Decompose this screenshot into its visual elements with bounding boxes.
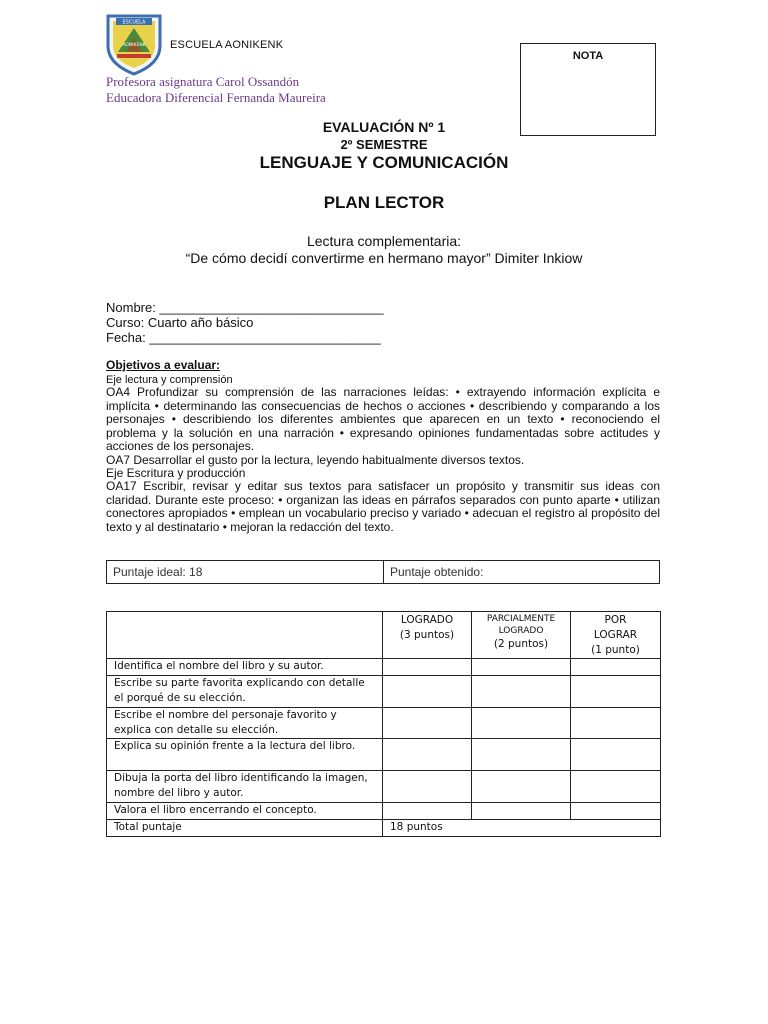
rubric-cell[interactable] [571, 739, 661, 771]
rubric-cell[interactable] [383, 739, 472, 771]
subject-title: LENGUAJE Y COMUNICACIÓN [259, 153, 509, 172]
rubric-cell[interactable] [472, 708, 571, 739]
rubric-total-value: 18 puntos [383, 820, 661, 837]
rubric-criterion: Dibuja la porta del libro identificando la imagen, nombre del libro y autor. [107, 771, 383, 803]
plan-title: PLAN LECTOR [323, 193, 445, 212]
rubric-cell[interactable] [472, 771, 571, 803]
rubric-header-partial: PARCIALMENTE LOGRADO (2 puntos) [472, 612, 571, 659]
rubric-total-label: Total puntaje [107, 820, 383, 837]
school-name: ESCUELA AONIKENK [170, 39, 284, 51]
course-field: Curso: Cuarto año básico [106, 315, 254, 330]
objective-oa17: OA17 Escribir, revisar y editar sus textos para satisfacer un propósito y transmitir sus ideas con claridad. Durante este proceso: • organizan las ideas en párrafos separados con punto aparte • utilizan conectores apropiados • emplean un vocabulario preciso y variado • adecuan el registro al propósito del texto y al destinatario • mejoran la redacción del texto. [106, 479, 660, 534]
rubric-header-empty [107, 612, 383, 659]
svg-text:AONIKENK: AONIKENK [122, 43, 146, 48]
rubric-cell[interactable] [571, 771, 661, 803]
rubric-header-not-achieved: POR LOGRAR (1 punto) [571, 612, 661, 659]
svg-text:ESCUELA: ESCUELA [122, 19, 146, 26]
educator-line: Educadora Diferencial Fernanda Maureira [106, 90, 326, 105]
obtained-score[interactable]: Puntaje obtenido: [384, 561, 660, 584]
semester-title: 2º SEMESTRE [340, 137, 428, 152]
school-logo [104, 12, 164, 76]
rubric-cell[interactable] [571, 659, 661, 676]
rubric-cell[interactable] [383, 659, 472, 676]
objectives-title: Objetivos a evaluar: [106, 358, 221, 372]
axis-writing: Eje Escritura y producción [106, 466, 246, 480]
rubric-cell[interactable] [383, 803, 472, 820]
ideal-score: Puntaje ideal: 18 [107, 561, 384, 584]
rubric-cell[interactable] [571, 708, 661, 739]
rubric-cell[interactable] [472, 803, 571, 820]
axis-reading: Eje lectura y comprensión [106, 374, 233, 386]
rubric-cell[interactable] [472, 676, 571, 708]
rubric-cell[interactable] [472, 739, 571, 771]
rubric-cell[interactable] [472, 659, 571, 676]
evaluation-title: EVALUACIÓN Nº 1 [322, 119, 446, 135]
rubric-cell[interactable] [383, 771, 472, 803]
objective-oa7: OA7 Desarrollar el gusto por la lectura, leyendo habitualmente diversos textos. [106, 453, 525, 467]
reading-label: Lectura complementaria: [306, 233, 462, 249]
rubric-criterion: Identifica el nombre del libro y su autor. [107, 659, 383, 676]
objective-oa4: OA4 Profundizar su comprensión de las narraciones leídas: • extrayendo información explícita e implícita • determinando las consecuencias de hechos o acciones • describiendo y comparando a los personajes • describiendo los diferentes ambientes que aparecen en un texto • reconociendo el problema y la solución en una narración • expresando opiniones fundamentadas sobre actitudes y acciones de los personajes. [106, 385, 660, 453]
book-title: “De cómo decidí convertirme en hermano mayor” Dimiter Inkiow [185, 250, 583, 266]
grade-label: NOTA [572, 50, 604, 62]
teacher-line: Profesora asignatura Carol Ossandón [106, 74, 300, 89]
rubric-criterion: Explica su opinión frente a la lectura del libro. [107, 739, 383, 771]
rubric-table [106, 611, 661, 837]
rubric-cell[interactable] [571, 803, 661, 820]
rubric-criterion: Valora el libro encerrando el concepto. [107, 803, 383, 820]
rubric-cell[interactable] [383, 676, 472, 708]
rubric-header-achieved: LOGRADO (3 puntos) [383, 612, 472, 659]
name-field[interactable]: Nombre: _______________________________ [106, 300, 384, 315]
score-table [106, 560, 660, 584]
rubric-criterion: Escribe su parte favorita explicando con detalle el porqué de su elección. [107, 676, 383, 708]
rubric-cell[interactable] [571, 676, 661, 708]
date-field[interactable]: Fecha: ________________________________ [106, 330, 381, 345]
rubric-cell[interactable] [383, 708, 472, 739]
rubric-criterion: Escribe el nombre del personaje favorito y explica con detalle su elección. [107, 708, 383, 739]
